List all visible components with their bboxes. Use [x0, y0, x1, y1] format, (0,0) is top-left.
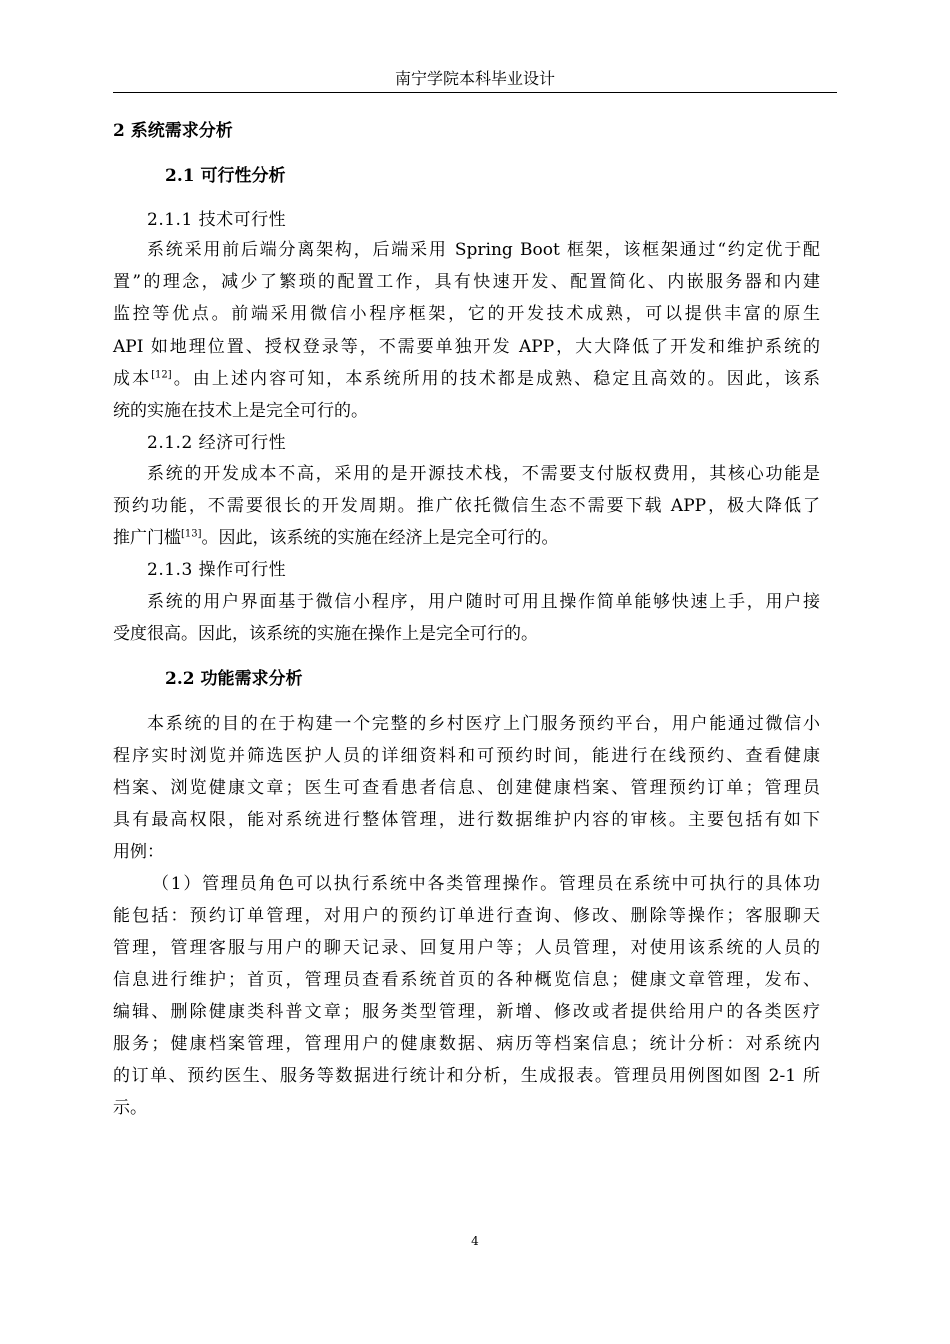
paragraph-text: 推广门槛 [113, 528, 181, 548]
list-item-line: 能包括：预约订单管理，对用户的预约订单进行查询、修改、删除等操作；客服聊天 [113, 906, 820, 926]
paragraph-line: 预约功能，不需要很长的开发周期。推广依托微信生态不需要下载 APP，极大降低了 [113, 496, 820, 516]
paragraph-line: 系统采用前后端分离架构，后端采用 Spring Boot 框架，该框架通过“约定优于配 [147, 240, 820, 260]
heading-2-1-1: 2.1.1 技术可行性 [147, 210, 287, 230]
list-item-line: （1）管理员角色可以执行系统中各类管理操作。管理员在系统中可执行的具体功 [152, 874, 820, 894]
section-heading: 2 系统需求分析 [113, 121, 233, 141]
page-header: 南宁学院本科毕业设计 [394, 69, 555, 88]
paragraph-line: 程序实时浏览并筛选医护人员的详细资料和可预约时间，能进行在线预约、查看健康 [113, 746, 820, 766]
paragraph-line: 系统的用户界面基于微信小程序，用户随时可用且操作简单能够快速上手，用户接 [147, 592, 820, 612]
paragraph-line: 档案、浏览健康文章；医生可查看患者信息、创建健康档案、管理预约订单；管理员 [113, 778, 820, 798]
page-number: 4 [471, 1234, 479, 1248]
paragraph-line: 置”的理念，减少了繁琐的配置工作，具有快速开发、配置简化、内嵌服务器和内建 [113, 272, 820, 292]
paragraph-line [113, 368, 820, 390]
list-item-line: 管理，管理客服与用户的聊天记录、回复用户等；人员管理，对使用该系统的人员的 [113, 938, 820, 958]
paragraph-line: 受度很高。因此，该系统的实施在操作上是完全可行的。 [113, 624, 538, 644]
paragraph-line: 具有最高权限，能对系统进行整体管理，进行数据维护内容的审核。主要包括有如下 [113, 810, 820, 830]
citation-ref-12: [12] [151, 369, 172, 381]
list-item-line: 示。 [113, 1098, 147, 1118]
heading-2-1-2: 2.1.2 经济可行性 [147, 433, 287, 453]
list-item-line: 服务；健康档案管理，管理用户的健康数据、病历等档案信息；统计分析：对系统内 [113, 1034, 820, 1054]
header-divider [113, 92, 837, 93]
subsection-heading-2-2: 2.2 功能需求分析 [165, 669, 303, 689]
heading-2-1-3: 2.1.3 操作可行性 [147, 560, 287, 580]
paragraph-line [113, 527, 559, 549]
paragraph-text: 。由上述内容可知，本系统所用的技术都是成熟、稳定且高效的。因此，该系 [171, 369, 821, 389]
paragraph-line: 用例： [113, 842, 164, 862]
list-item-line: 的订单、预约医生、服务等数据进行统计和分析，生成报表。管理员用例图如图 2-1 所 [113, 1066, 820, 1086]
paragraph-line: 系统的开发成本不高，采用的是开源技术栈，不需要支付版权费用，其核心功能是 [147, 464, 820, 484]
paragraph-line: API 如地理位置、授权登录等，不需要单独开发 APP，大大降低了开发和维护系统的 [113, 337, 820, 357]
subsection-heading-2-1: 2.1 可行性分析 [165, 166, 286, 186]
paragraph-text: 。因此，该系统的实施在经济上是完全可行的。 [201, 528, 559, 548]
list-item-line: 编辑、删除健康类科普文章；服务类型管理，新增、修改或者提供给用户的各类医疗 [113, 1002, 820, 1022]
paragraph-line: 统的实施在技术上是完全可行的。 [113, 401, 368, 421]
citation-ref-13: [13] [181, 528, 202, 540]
paragraph-text: 成本 [113, 369, 152, 389]
paragraph-line: 本系统的目的在于构建一个完整的乡村医疗上门服务预约平台，用户能通过微信小 [147, 714, 820, 734]
paragraph-line: 监控等优点。前端采用微信小程序框架，它的开发技术成熟，可以提供丰富的原生 [113, 304, 820, 324]
list-item-line: 信息进行维护；首页，管理员查看系统首页的各种概览信息；健康文章管理，发布、 [113, 970, 820, 990]
